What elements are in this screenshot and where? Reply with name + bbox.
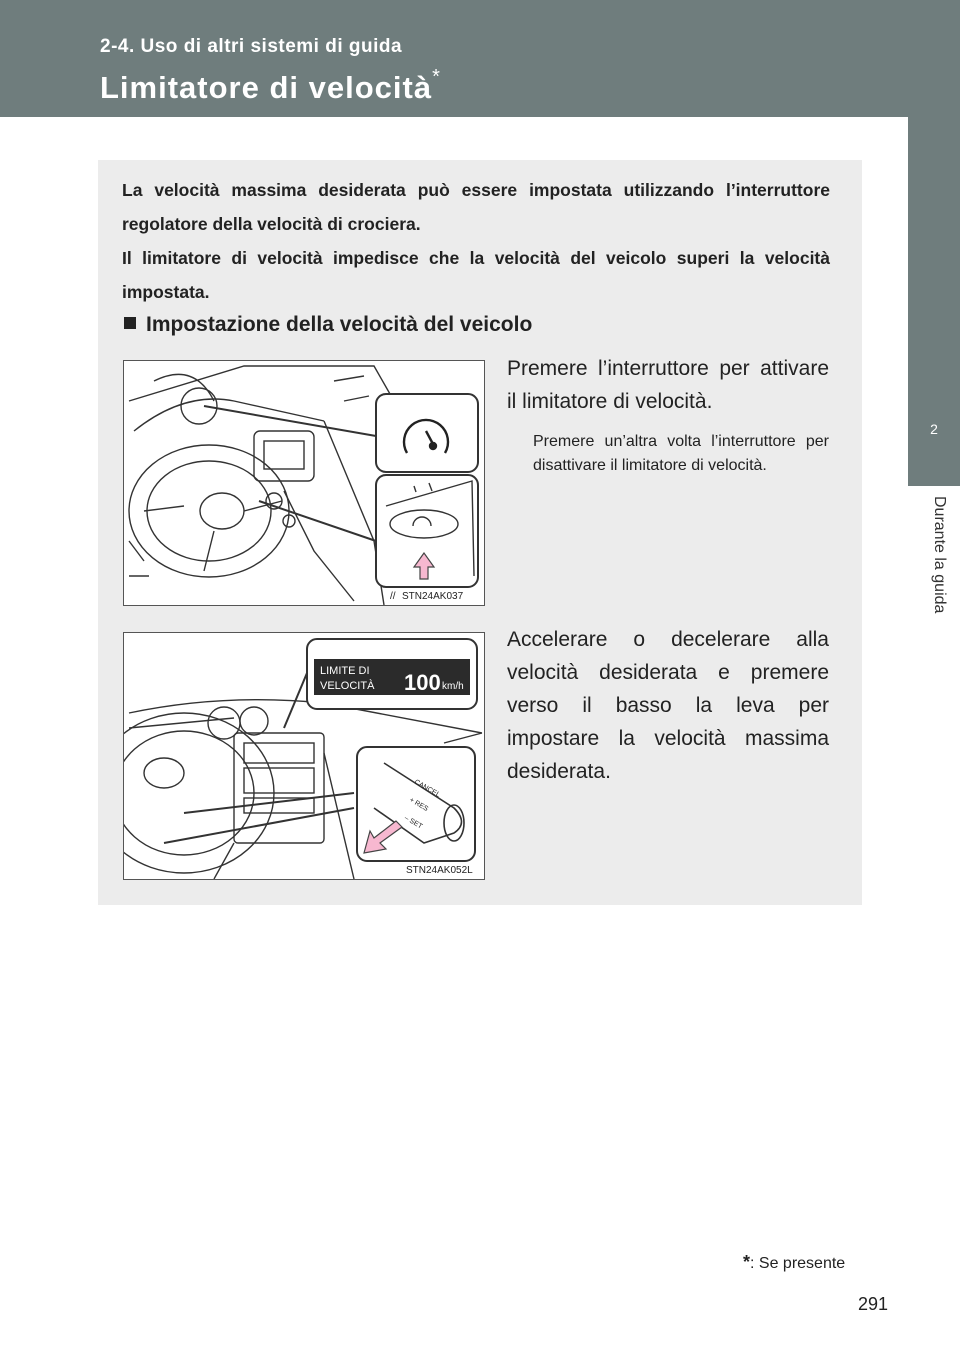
side-tab-top [908,0,960,117]
step1-text: Premere l’interruttore per attivare il limitatore di velocità. [507,357,829,413]
step1-note: Premere un’altra volta l’interruttore per disattivare il limitatore di velocità. [533,433,829,474]
lever-set-label: – SET [403,814,424,831]
footnote-text: : Se presente [750,1255,846,1272]
display-value: 100 [404,670,441,695]
subheading-text: Impostazione della velocità del veicolo [146,313,533,336]
chapter-title: Durante la guida [931,496,948,614]
dashboard-illustration-1 [124,361,484,605]
page-number: 291 [858,1294,889,1314]
step2-text: Accelerare o decelerare alla velocità desiderata e premere verso il basso la leva per impostare la velocità massima desiderata. [507,628,829,783]
chapter-number: 2 [930,421,938,437]
display-line-1: LIMITE DI [320,665,370,677]
figure-steering-switch [123,360,485,606]
subheading [124,313,532,337]
figure-code-1: STN24AK037 [402,591,464,602]
figure-speed-lever [123,632,485,880]
svg-text://: // [390,591,396,602]
page-header [0,0,908,117]
figure-code-2: STN24AK052L [406,865,473,876]
page-title [100,66,441,106]
display-unit: km/h [442,681,464,692]
lever-cancel-label: CANCEL [413,778,442,799]
footnote-asterisk: * [743,1252,751,1272]
chapter-tab[interactable] [908,117,960,486]
section-label: 2-4. Uso di altri sistemi di guida [100,36,403,57]
intro-line-2: Il limitatore di velocità impedisce che la velocità del veicolo superi la velocità impostata. [122,248,830,302]
square-bullet-icon [124,317,136,329]
dashboard-illustration-2 [124,633,484,879]
chapter-title-vertical [908,486,960,666]
intro-text [122,173,830,309]
footnote [743,1252,845,1273]
intro-line-1: La velocità massima desiderata può essere impostata utilizzando l’interruttore regolatore della velocità di crociera. [122,180,830,234]
step1-block [507,352,829,478]
display-line-2: VELOCITÀ [320,680,375,692]
lever-res-label: + RES [408,796,430,813]
page-title-text: Limitatore di velocità [100,70,433,105]
title-asterisk: * [432,66,441,88]
